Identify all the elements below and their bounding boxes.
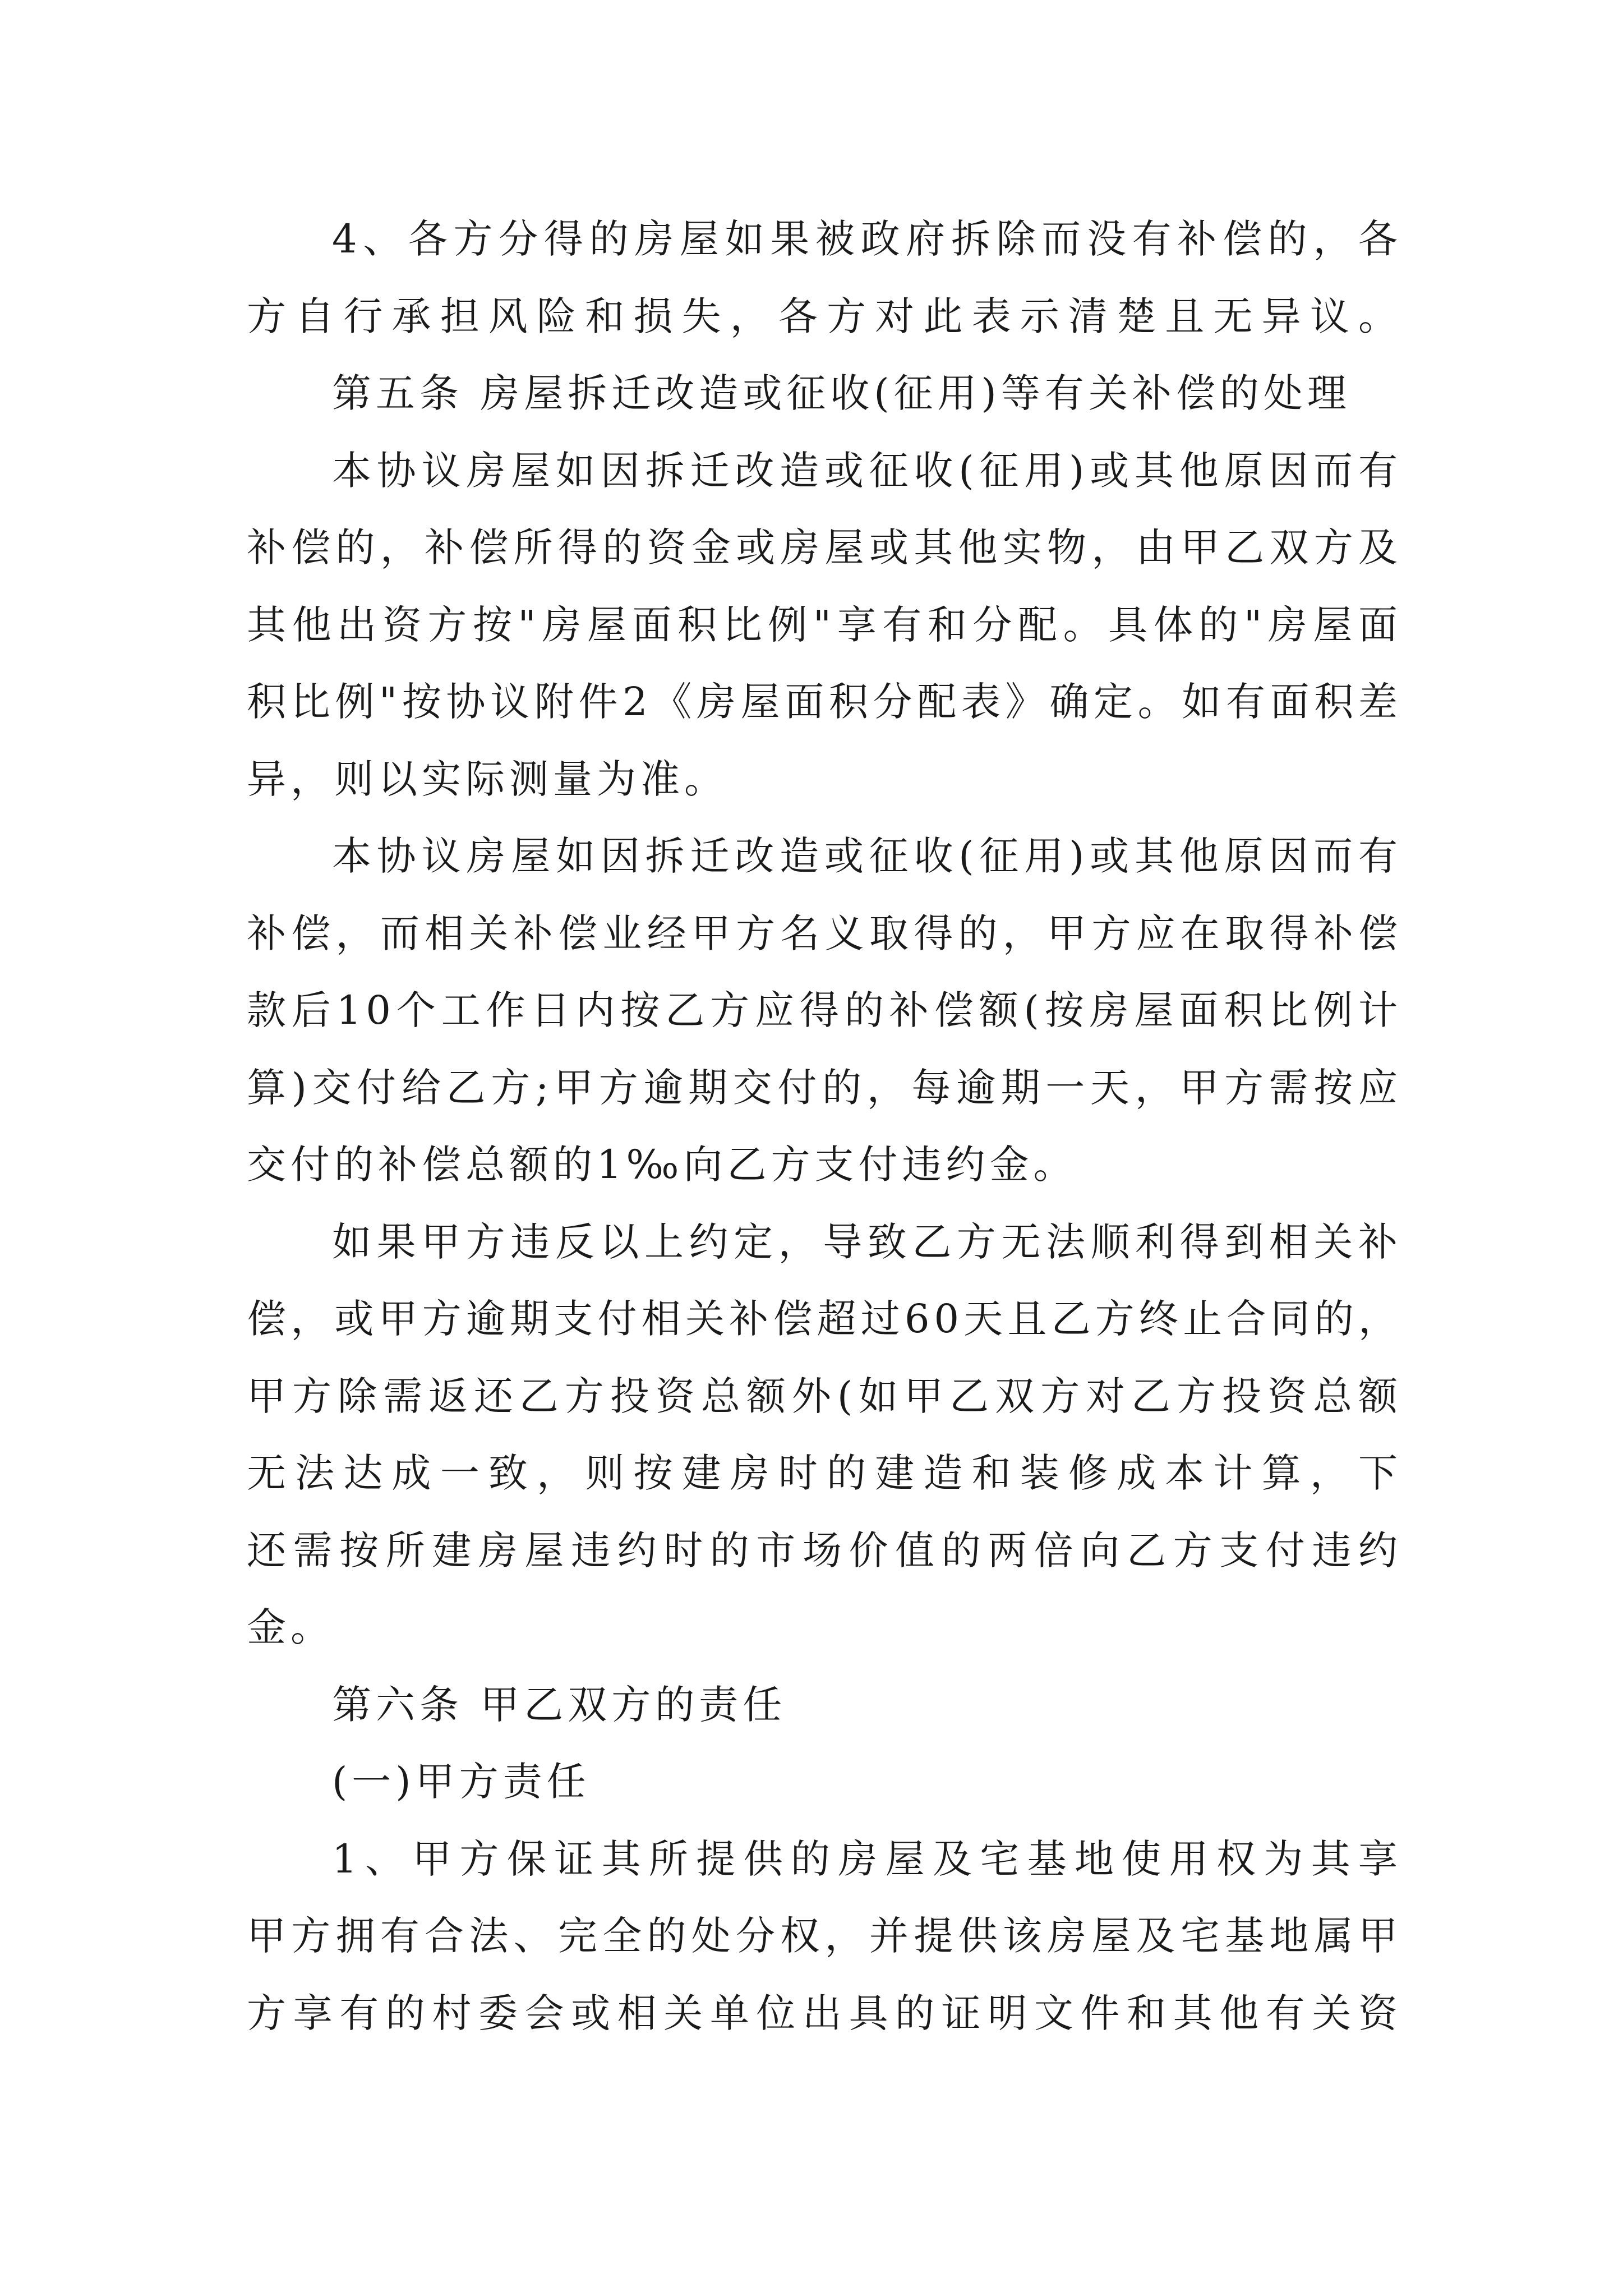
text-line: 款后10个工作日内按乙方应得的补偿额(按房屋面积比例计 xyxy=(247,987,1402,1033)
text-line: 1、甲方保证其所提供的房屋及宅基地使用权为其享 xyxy=(332,1835,1402,1882)
text-line: 还需按所建房屋违约时的市场价值的两倍向乙方支付违约 xyxy=(247,1527,1402,1573)
text-line: 第六条 甲乙双方的责任 xyxy=(332,1681,787,1728)
text-line: 补偿，而相关补偿业经甲方名义取得的，甲方应在取得补偿 xyxy=(247,910,1402,956)
text-line: 交付的补偿总额的1‰向乙方支付违约金。 xyxy=(247,1142,1077,1188)
text-line: 方享有的村委会或相关单位出具的证明文件和其他有关资 xyxy=(247,1990,1402,2036)
text-line: 甲方拥有合法、完全的处分权，并提供该房屋及宅基地属甲 xyxy=(247,1913,1402,1959)
text-line: 本协议房屋如因拆迁改造或征收(征用)或其他原因而有 xyxy=(332,833,1402,879)
text-line: 补偿的，补偿所得的资金或房屋或其他实物，由甲乙双方及 xyxy=(247,524,1402,570)
text-line: 如果甲方违反以上约定，导致乙方无法顺利得到相关补 xyxy=(332,1218,1402,1265)
text-line: 偿，或甲方逾期支付相关补偿超过60天且乙方终止合同的， xyxy=(247,1296,1402,1342)
text-line: 无法达成一致，则按建房时的建造和装修成本计算，下 xyxy=(247,1450,1402,1496)
text-line: 第五条 房屋拆迁改造或征收(征用)等有关补偿的处理 xyxy=(332,370,1351,416)
text-line: 4、各方分得的房屋如果被政府拆除而没有补偿的，各 xyxy=(332,216,1402,262)
text-line: 积比例"按协议附件2《房屋面积分配表》确定。如有面积差 xyxy=(247,679,1402,725)
text-line: 甲方除需返还乙方投资总额外(如甲乙双方对乙方投资总额 xyxy=(247,1373,1402,1419)
document-body xyxy=(247,201,1402,2052)
text-line: (一)甲方责任 xyxy=(332,1759,591,1805)
text-line: 异，则以实际测量为准。 xyxy=(247,756,728,802)
text-line: 本协议房屋如因拆迁改造或征收(征用)或其他原因而有 xyxy=(332,447,1402,494)
text-line: 金。 xyxy=(247,1604,334,1650)
text-line: 方自行承担风险和损失，各方对此表示清楚且无异议。 xyxy=(247,293,1402,339)
text-line: 算)交付给乙方;甲方逾期交付的，每逾期一天，甲方需按应 xyxy=(247,1064,1402,1111)
text-line: 其他出资方按"房屋面积比例"享有和分配。具体的"房屋面 xyxy=(247,601,1402,648)
